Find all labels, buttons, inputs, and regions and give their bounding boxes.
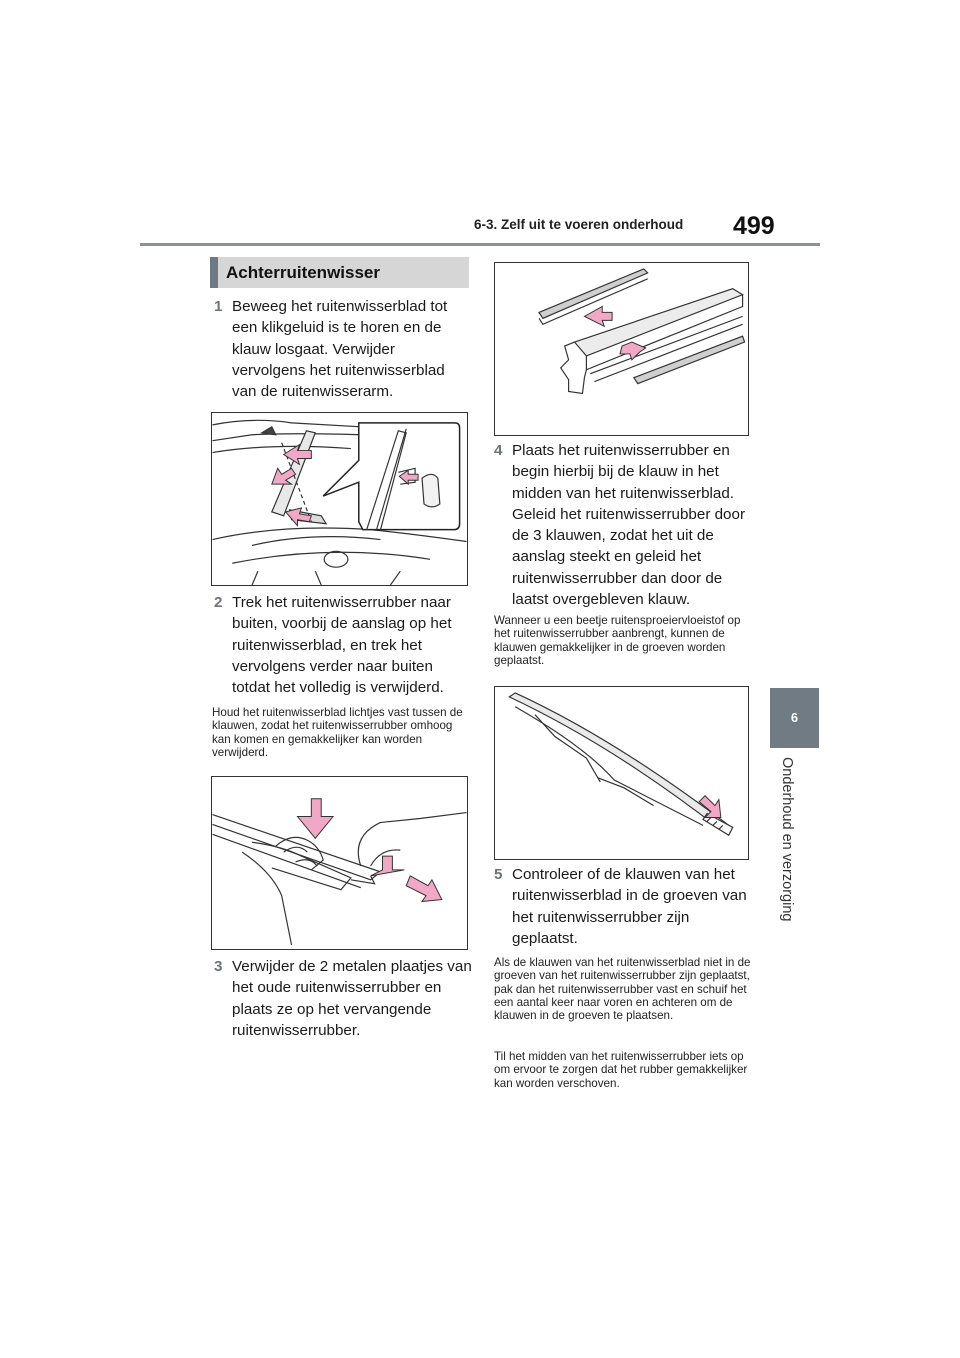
step-text: Plaats het ruitenwisserrubber en begin hierbij bij de klauw in het midden van het ruitenwisserblad. Geleid het ruitenwisserrubber door de 3 klauwen, zodat het uit de aanslag steekt en geleid het ruitenwisserrubber dan door de laatst overgebleven klauw.: [512, 442, 745, 609]
pull-rubber-illustration: [212, 777, 467, 949]
step-text: Trek het ruitenwisserrubber naar buiten, voorbij de aanslag op het ruitenwisserblad, en trek het vervolgens verder naar buiten totdat het volledig is verwijderd.: [232, 594, 452, 697]
step-number: 1: [214, 298, 223, 315]
step-2: [214, 592, 467, 698]
wiper-removal-illustration: [212, 413, 467, 585]
chapter-title-vertical: Onderhoud en verzorging: [779, 757, 795, 922]
step-text: Verwijder de 2 metalen plaatjes van het oude ruitenwisserrubber en plaats ze op het vervangende ruitenwisserrubber.: [232, 958, 472, 1039]
step-4-note: Wanneer u een beetje ruitensproeiervloeistof op het ruitenwisserrubber aanbrengt, kunnen de klauwen gemakkelijker in de groeven worden geplaatst.: [494, 614, 741, 667]
step-2-note: Houd het ruitenwisserblad lichtjes vast tussen de klauwen, zodat het ruitenwisserrubber omhoog kan komen en gemakkelijker kan worden verwijderd.: [212, 706, 463, 759]
running-header-section: 6-3. Zelf uit te voeren onderhoud: [474, 217, 684, 232]
step-5-note: Als de klauwen van het ruitenwisserblad niet in de groeven van het ruitenwisserrubber zijn geplaatst, pak dan het ruitenwisserrubber vast en schuif het een aantal keer naar voren en achteren om de klauwen in de groeven te plaatsen.: [494, 956, 751, 1023]
step-1: [214, 296, 467, 402]
step-text: Controleer of de klauwen van het ruitenwisserblad in de groeven van het ruitenwisserrubber zijn geplaatst.: [512, 866, 747, 947]
step-number: 3: [214, 958, 223, 975]
step-number: 5: [494, 866, 503, 883]
page-number: 499: [733, 212, 775, 240]
header-rule: [140, 243, 820, 246]
chapter-tab: 6: [770, 688, 819, 748]
figure-pull-rubber: [211, 776, 468, 950]
section-heading: Achterruitenwisser: [210, 257, 469, 288]
step-4: [494, 440, 752, 610]
step-5-note-2: Til het midden van het ruitenwisserrubber iets op om ervoor te zorgen dat het rubber gemakkelijker kan worden verschoven.: [494, 1050, 748, 1090]
metal-plates-illustration: [495, 263, 748, 435]
step-number: 2: [214, 594, 223, 611]
blade-illustration: [495, 687, 748, 859]
step-5: [494, 864, 752, 949]
step-number: 4: [494, 442, 503, 459]
figure-blade: [494, 686, 749, 860]
step-3: [214, 956, 472, 1041]
step-text: Beweeg het ruitenwisserblad tot een klikgeluid is te horen en de klauw losgaat. Verwijder vervolgens het ruitenwisserblad van de ruitenwisserarm.: [232, 298, 448, 401]
figure-wiper-removal: [211, 412, 468, 586]
figure-metal-plates: [494, 262, 749, 436]
